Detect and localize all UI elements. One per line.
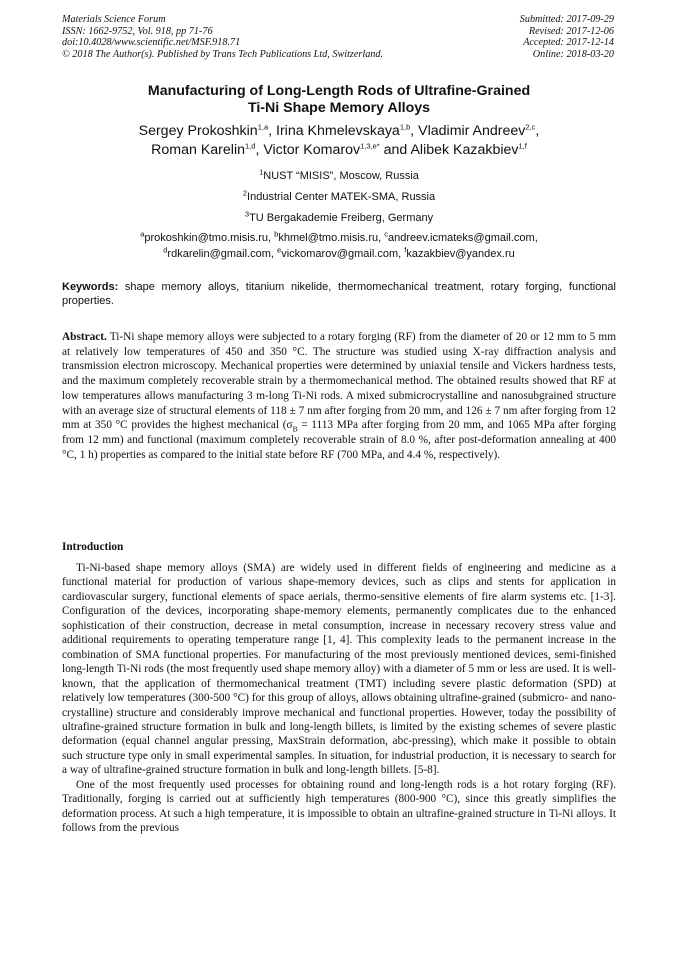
author-affiliation-mark: 2,c — [525, 122, 536, 132]
keywords-label: Keywords: — [62, 281, 119, 293]
body-paragraph: One of the most frequently used processes for obtaining round and long-length rods is a hot rotary forging (RF). Traditionally, forging is carried out at sufficiently high temperatures (800-900 °C), since this greatly simplifies the deformation process. At such a high temperature, it is impossible to obtain an ultrafine-grained structure in Ti-Ni alloys. It follows from the previous — [62, 778, 616, 835]
author-affiliation-mark: 1,d — [245, 141, 256, 151]
email-address[interactable]: rdkarelin@gmail.com — [167, 247, 271, 260]
copyright-line: © 2018 The Author(s). Published by Trans Tech Publications Ltd, Switzerland. — [62, 48, 384, 60]
affiliation: $^2$Industrial Center MATEK-SMA, Russia — [242, 188, 436, 203]
introduction-body — [62, 561, 616, 836]
author-name: Roman Karelin — [151, 142, 245, 158]
abstract-block — [62, 330, 616, 462]
email-address[interactable]: kazakbiev@yandex.ru — [406, 247, 515, 260]
online-date: Online: 2018-03-20 — [532, 48, 614, 60]
affiliation: $^1$NUST “MISIS”, Moscow, Russia — [259, 167, 419, 182]
abstract-text: Ti-Ni shape memory alloys were subjected to a rotary forging (RF) from the diameter of 20 or 12 mm to 5 mm at relatively low temperatures of 450 and 350 °C. The structure was studied using X-ray diffraction analysis and transmission electron microscopy. Mechanical properties were determined by uniaxial tensile and Vickers hardness tests, and the maximum completely recoverable strain by a thermomechanical method. The obtained results showed that RF at low temperatures allows manufacturing 3 m-long Ti-Ni rods. A mixed submicrocrystalline and nanosubgrained structure with an average size of structural elements of 118 ± 7 nm after forging from 20 mm, and 126 ± 7 nm after forging from 12 mm at 350 °C provides the highest mechanical ( — [62, 331, 616, 432]
title-line-1: Manufacturing of Long-Length Rods of Ultrafine-Grained — [147, 83, 531, 99]
email-line-1: $^a$prokoshkin@tmo.misis.ru, $^b$khmel@tmo.misis.ru, $^c$andreev.icmateks@gmail.com, — [140, 229, 538, 244]
author-name: Vladimir Andreev — [418, 123, 526, 139]
submitted-date: Submitted: 2017-09-29 — [519, 14, 614, 25]
author-name: Irina Khmelevskaya — [276, 123, 400, 139]
accepted-date: Accepted: 2017-12-14 — [523, 37, 614, 49]
keywords-block — [62, 280, 616, 308]
email-line-2: $^d$rdkarelin@gmail.com, $^e$vickomarov@gmail.com, $^f$kazakbiev@yandex.ru — [163, 244, 515, 260]
author-affiliation-mark: 1,a — [257, 122, 269, 132]
abstract-text-continued: = 1113 MPa after forging from 20 mm, and 1065 MPa after forging from 12 mm) and functional (maximum completely recoverable strain of 8.0 %, after post-deformation annealing at 400 °C, 1 h) properties as compared to the initial state before RF (700 MPa, and 4.4 %, respectively). — [62, 419, 616, 461]
author-affiliation-mark: 1,b — [399, 122, 411, 132]
email-address[interactable]: andreev.icmateks@gmail.com — [388, 232, 535, 244]
journal-name: Materials Science Forum — [62, 14, 166, 25]
author-line-2: Roman Karelin$^{1,d}$, Victor Komarov$^{1,3,e*}$ and Alibek Kazakbiev$^{1,f}$ — [151, 141, 527, 158]
author-name: Victor Komarov — [263, 142, 361, 158]
email-address[interactable]: prokoshkin@tmo.misis.ru — [144, 232, 269, 244]
author-affiliation-mark: 1,f — [518, 141, 527, 151]
author-list — [62, 122, 616, 160]
affiliation-list — [62, 166, 616, 229]
email-address[interactable]: vickomarov@gmail.com — [281, 247, 399, 260]
author-affiliation-mark: 1,3,e* — [360, 141, 380, 151]
revised-date: Revised: 2017-12-06 — [528, 25, 614, 37]
journal-info — [62, 14, 383, 60]
sigma-symbol: σ — [286, 419, 293, 432]
keywords-text: shape memory alloys, titanium nikelide, thermomechanical treatment, rotary forging, functional properties. — [62, 281, 616, 308]
issn-line: ISSN: 1662-9752, Vol. 918, pp 71-76 — [62, 25, 213, 37]
title-line-2: Ti-Ni Shape Memory Alloys — [247, 100, 431, 116]
abstract-label: Abstract. — [62, 331, 107, 343]
paper-title — [62, 83, 616, 117]
author-name: Sergey Prokoshkin — [138, 123, 258, 139]
sigma-subscript: B — [292, 424, 298, 434]
introduction-heading: Introduction — [62, 541, 124, 553]
author-name: Alibek Kazakbiev — [410, 142, 519, 158]
email-list — [62, 231, 616, 262]
publication-dates — [520, 14, 614, 60]
body-paragraph: Ti-Ni-based shape memory alloys (SMA) are widely used in different fields of engineering and medicine as a functional material for production of various shape-memory devices, such as clips and stents for application in cardiovascular surgery, functional elements of space aerials, thermo-sensitive elements of fire alarm systems etc. [1-3]. Configuration of the devices, incorporating shape-memory elements, permanently complicates due to the enhanced sophistication of their construction, decrease in metal consumption, increase in necessary recovery stress value and additional requirements to operating temperature range [1, 4]. This complexity leads to the permanent increase in the combination of SMA functional properties. For manufacturing of the most previously mentioned devices, semi-finished long-length Ti-Ni rods (the most frequently used shape memory alloy) with a diameter of 5 mm or less are used. It is well-known, that the application of thermomechanical treatment (TMT) including severe plastic deformation (SPD) at relatively low temperatures (300-500 °C) for this group of alloys, allows obtaining ultrafine-grained (submicro- and nano-crystalline) structure and considerably improve mechanical and functional properties. However, today the possibility of ultrafine-grained structure formation in bulk and long-length billets, is limited by the existing schemes of severe plastic deformation (equal channel angular pressing, MaxStrain deformation, abc-pressing), which make it possible to obtain such structure type only in small experimental samples. In situation, for industrial production, it is necessary to search for a way of ultrafine-grained structure formation in bulk and long-length billets. [5-8]. — [62, 562, 616, 777]
doi-line: doi:10.4028/www.scientific.net/MSF.918.71 — [62, 37, 241, 49]
affiliation: $^3$TU Bergakademie Freiberg, Germany — [244, 209, 434, 224]
author-line-1: Sergey Prokoshkin$^{1,a}$, Irina Khmelevskaya$^{1,b}$, Vladimir Andreev$^{2,c}$, — [138, 122, 540, 139]
email-address[interactable]: khmel@tmo.misis.ru — [278, 232, 379, 244]
